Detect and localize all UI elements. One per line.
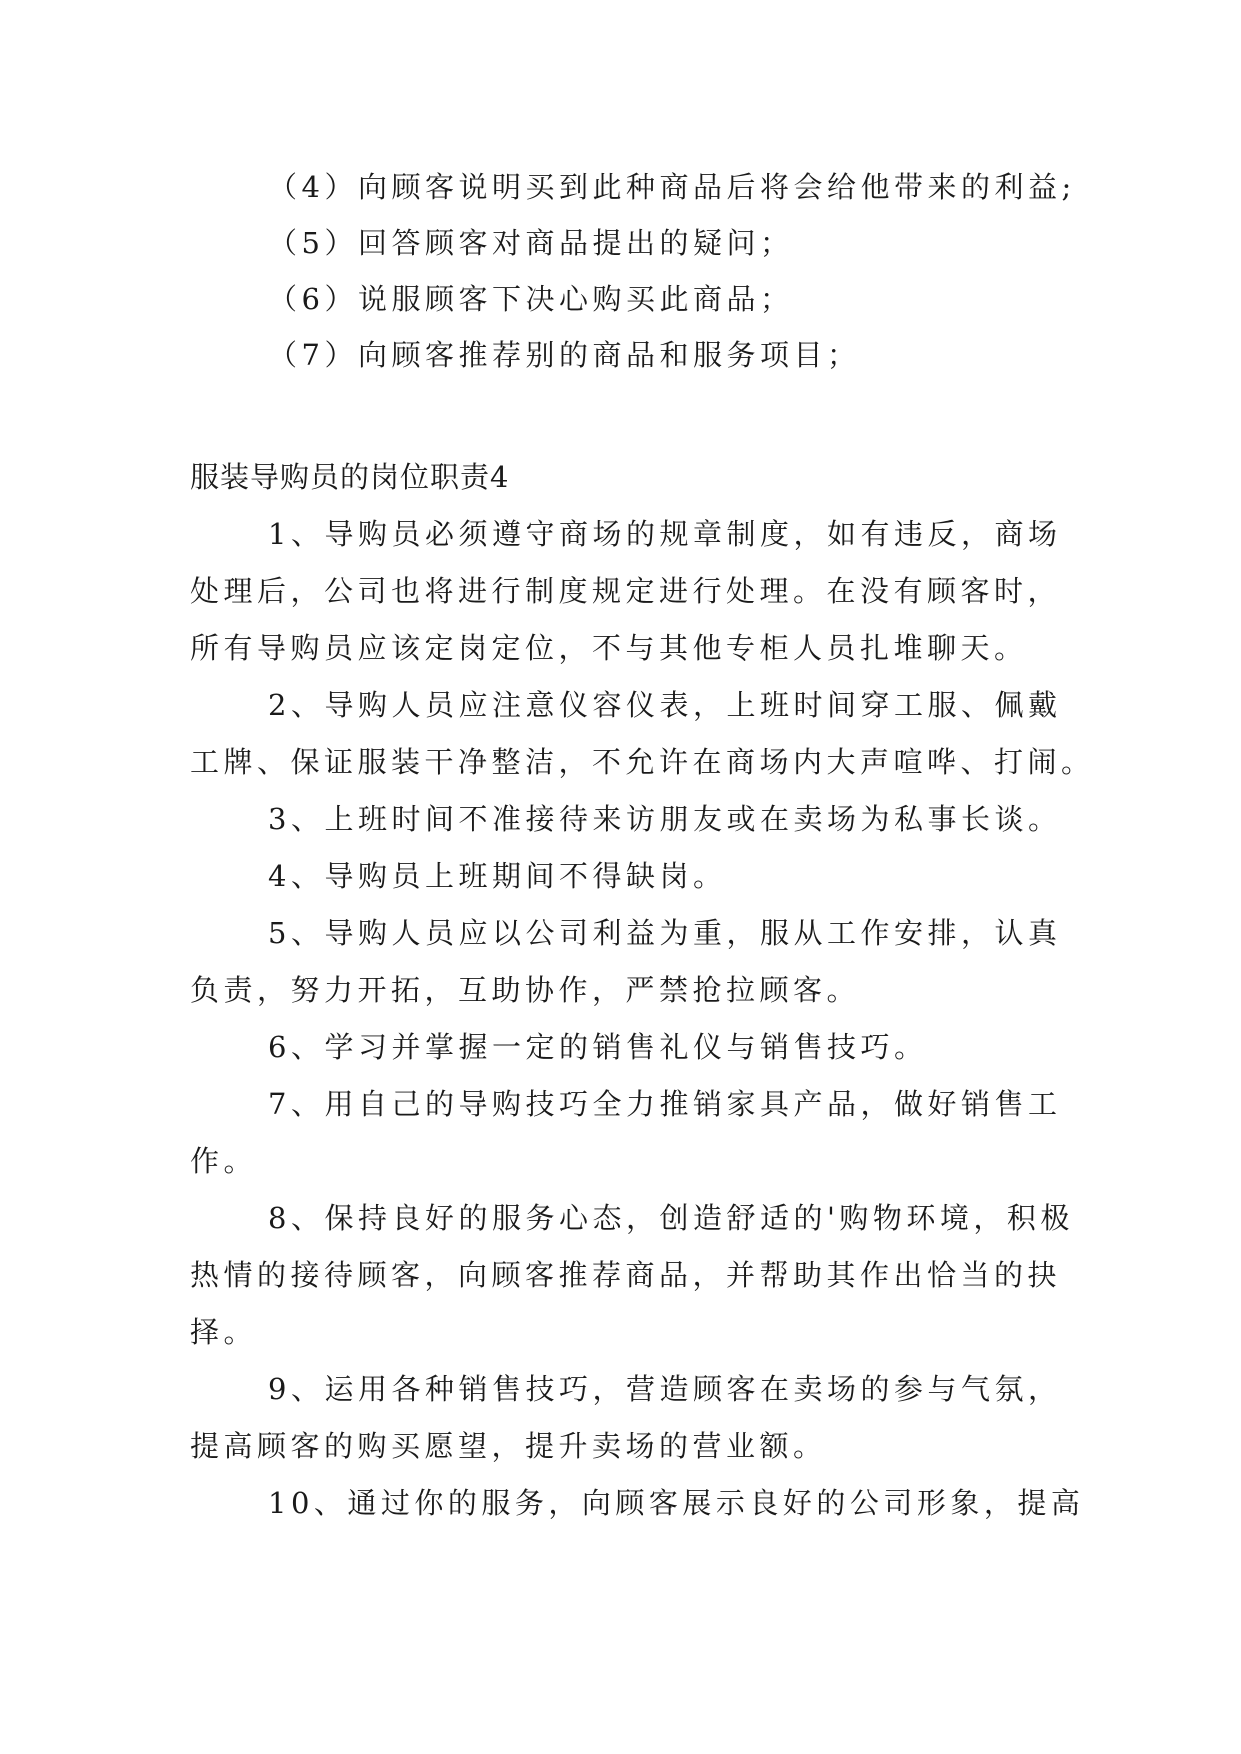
list-item: （6）说服顾客下决心购买此商品； — [268, 282, 794, 316]
paragraph-line: 作。 — [190, 1144, 258, 1178]
paragraph-line: 1、导购员必须遵守商场的规章制度，如有违反，商场 — [268, 517, 1062, 551]
paragraph-line: 热情的接待顾客，向顾客推荐商品，并帮助其作出恰当的抉 — [190, 1258, 1062, 1292]
paragraph-line: 10、通过你的服务，向顾客展示良好的公司形象，提高 — [268, 1486, 1085, 1520]
paragraph-line: 2、导购人员应注意仪容仪表，上班时间穿工服、佩戴 — [268, 688, 1062, 722]
paragraph-line: 所有导购员应该定岗定位，不与其他专柜人员扎堆聊天。 — [190, 631, 1028, 665]
paragraph-line: 9、运用各种销售技巧，营造顾客在卖场的参与气氛， — [268, 1372, 1062, 1406]
paragraph-line: 提高顾客的购买愿望，提升卖场的营业额。 — [190, 1429, 827, 1463]
list-item: （5）回答顾客对商品提出的疑问； — [268, 226, 794, 260]
list-item: （7）向顾客推荐别的商品和服务项目； — [268, 338, 861, 372]
section-title: 服装导购员的岗位职责4 — [190, 460, 510, 494]
paragraph-line: 4、导购员上班期间不得缺岗。 — [268, 859, 727, 893]
paragraph-line: 7、用自己的导购技巧全力推销家具产品，做好销售工 — [268, 1087, 1062, 1121]
paragraph-line: 工牌、保证服装干净整洁，不允许在商场内大声喧哗、打闹。 — [190, 745, 1095, 779]
paragraph-line: 处理后，公司也将进行制度规定进行处理。在没有顾客时， — [190, 574, 1062, 608]
paragraph-line: 3、上班时间不准接待来访朋友或在卖场为私事长谈。 — [268, 802, 1062, 836]
paragraph-line: 6、学习并掌握一定的销售礼仪与销售技巧。 — [268, 1030, 928, 1064]
paragraph-line: 负责，努力开拓，互助协作，严禁抢拉顾客。 — [190, 973, 861, 1007]
paragraph-line: 5、导购人员应以公司利益为重，服从工作安排，认真 — [268, 916, 1062, 950]
paragraph-line: 择。 — [190, 1315, 258, 1349]
paragraph-line: 8、保持良好的服务心态，创造舒适的'购物环境，积极 — [268, 1201, 1074, 1235]
list-item: （4）向顾客说明买到此种商品后将会给他带来的利益; — [268, 170, 1076, 204]
